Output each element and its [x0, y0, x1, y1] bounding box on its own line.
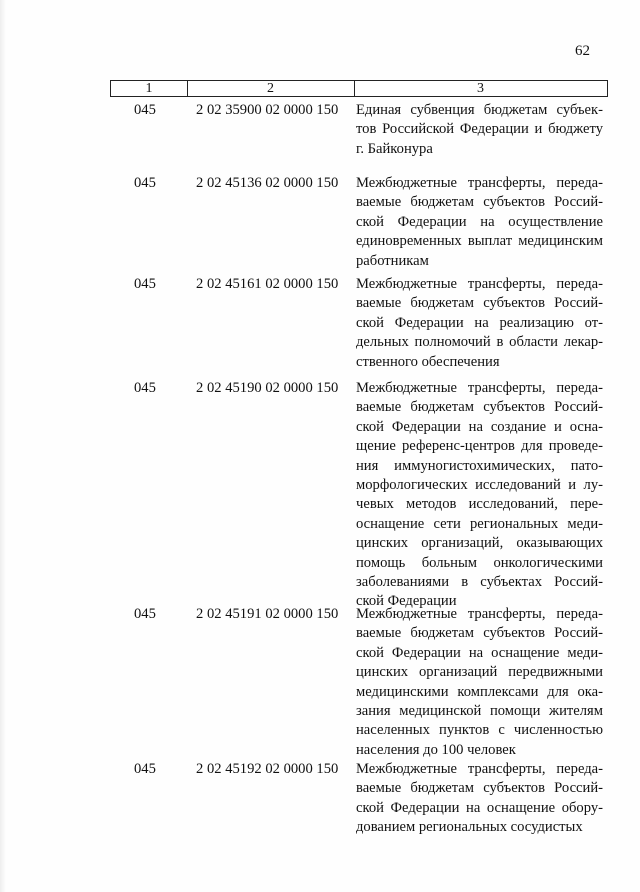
budget-code-cell: 2 02 45191 02 0000 150	[196, 606, 339, 622]
name-line: ваемые бюджетам субъектов Россий-	[356, 780, 603, 797]
revenue-name-cell	[356, 760, 603, 838]
name-line: населения до 100 человек	[356, 741, 516, 758]
revenue-name-cell	[356, 605, 603, 760]
name-line: медицинскими комплексами для ока-	[356, 683, 603, 700]
revenue-name-cell	[356, 174, 603, 271]
scan-edge	[0, 0, 6, 892]
admin-code-cell: 045	[134, 380, 156, 396]
name-line: Межбюджетные трансферты, переда-	[356, 276, 603, 292]
name-line: Межбюджетные трансферты, переда-	[356, 761, 603, 777]
name-line: заболеваниями в субъектах Россий-	[356, 573, 603, 590]
admin-code-cell: 045	[134, 175, 156, 191]
name-line: щение референс-центров для проведе-	[356, 438, 603, 455]
name-line: помощь больным онкологическими	[356, 554, 603, 571]
name-line: единовременных выплат медицинским	[356, 233, 603, 250]
name-line: ния иммуногистохимических, пато-	[356, 457, 603, 474]
name-line: ваемые бюджетам субъектов Россий-	[356, 194, 603, 211]
name-line: ской Федерации на осуществление	[356, 213, 603, 230]
name-line: работникам	[356, 252, 429, 269]
name-line: ской Федерации на создание и осна-	[356, 418, 603, 435]
name-line: ваемые бюджетам субъектов Россий-	[356, 625, 603, 642]
name-line: Единая субвенция бюджетам субъек-	[356, 102, 603, 118]
name-line: дованием региональных сосудистых	[356, 819, 583, 836]
name-line: Межбюджетные трансферты, переда-	[356, 380, 603, 396]
name-line: ственного обеспечения	[356, 353, 500, 370]
name-line: ской Федерации на оснащение обору-	[356, 799, 603, 816]
admin-code-cell: 045	[134, 102, 156, 118]
page-number: 62	[575, 43, 590, 59]
name-line: тов Российской Федерации и бюджету	[356, 121, 603, 138]
admin-code-cell: 045	[134, 276, 156, 292]
name-line: ваемые бюджетам субъектов Россий-	[356, 295, 603, 312]
name-line: чевых методов исследований, пере-	[356, 496, 603, 513]
name-line: ваемые бюджетам субъектов Россий-	[356, 399, 603, 416]
name-line: морфологических исследований и лу-	[356, 476, 603, 493]
name-line: Межбюджетные трансферты, переда-	[356, 175, 603, 191]
budget-code-cell: 2 02 35900 02 0000 150	[196, 102, 339, 118]
header-col-1: 1	[111, 81, 188, 96]
table-header	[110, 80, 608, 97]
budget-code-cell: 2 02 45192 02 0000 150	[196, 761, 339, 777]
budget-code-cell: 2 02 45190 02 0000 150	[196, 380, 339, 396]
budget-code-cell: 2 02 45136 02 0000 150	[196, 175, 339, 191]
revenue-name-cell	[356, 275, 603, 372]
name-line: оснащение сети региональных меди-	[356, 515, 603, 532]
name-line: ской Федерации	[356, 593, 457, 610]
name-line: населенных пунктов с численностью	[356, 722, 603, 739]
revenue-name-cell	[356, 101, 603, 159]
header-col-3: 3	[477, 81, 484, 96]
name-line: дельных полномочий в области лекар-	[356, 334, 603, 351]
name-line: цинских организаций передвижными	[356, 664, 603, 681]
name-line: ской Федерации на реализацию от-	[356, 314, 603, 331]
name-line: Межбюджетные трансферты, переда-	[356, 606, 603, 622]
name-line: ской Федерации на оснащение меди-	[356, 644, 603, 661]
name-line: г. Байконура	[356, 140, 433, 157]
admin-code-cell: 045	[134, 761, 156, 777]
budget-code-cell: 2 02 45161 02 0000 150	[196, 276, 339, 292]
name-line: зания медицинской помощи жителям	[356, 702, 603, 719]
admin-code-cell: 045	[134, 606, 156, 622]
name-line: цинских организаций, оказывающих	[356, 535, 603, 552]
header-col-2: 2	[187, 81, 355, 96]
revenue-name-cell	[356, 379, 603, 612]
